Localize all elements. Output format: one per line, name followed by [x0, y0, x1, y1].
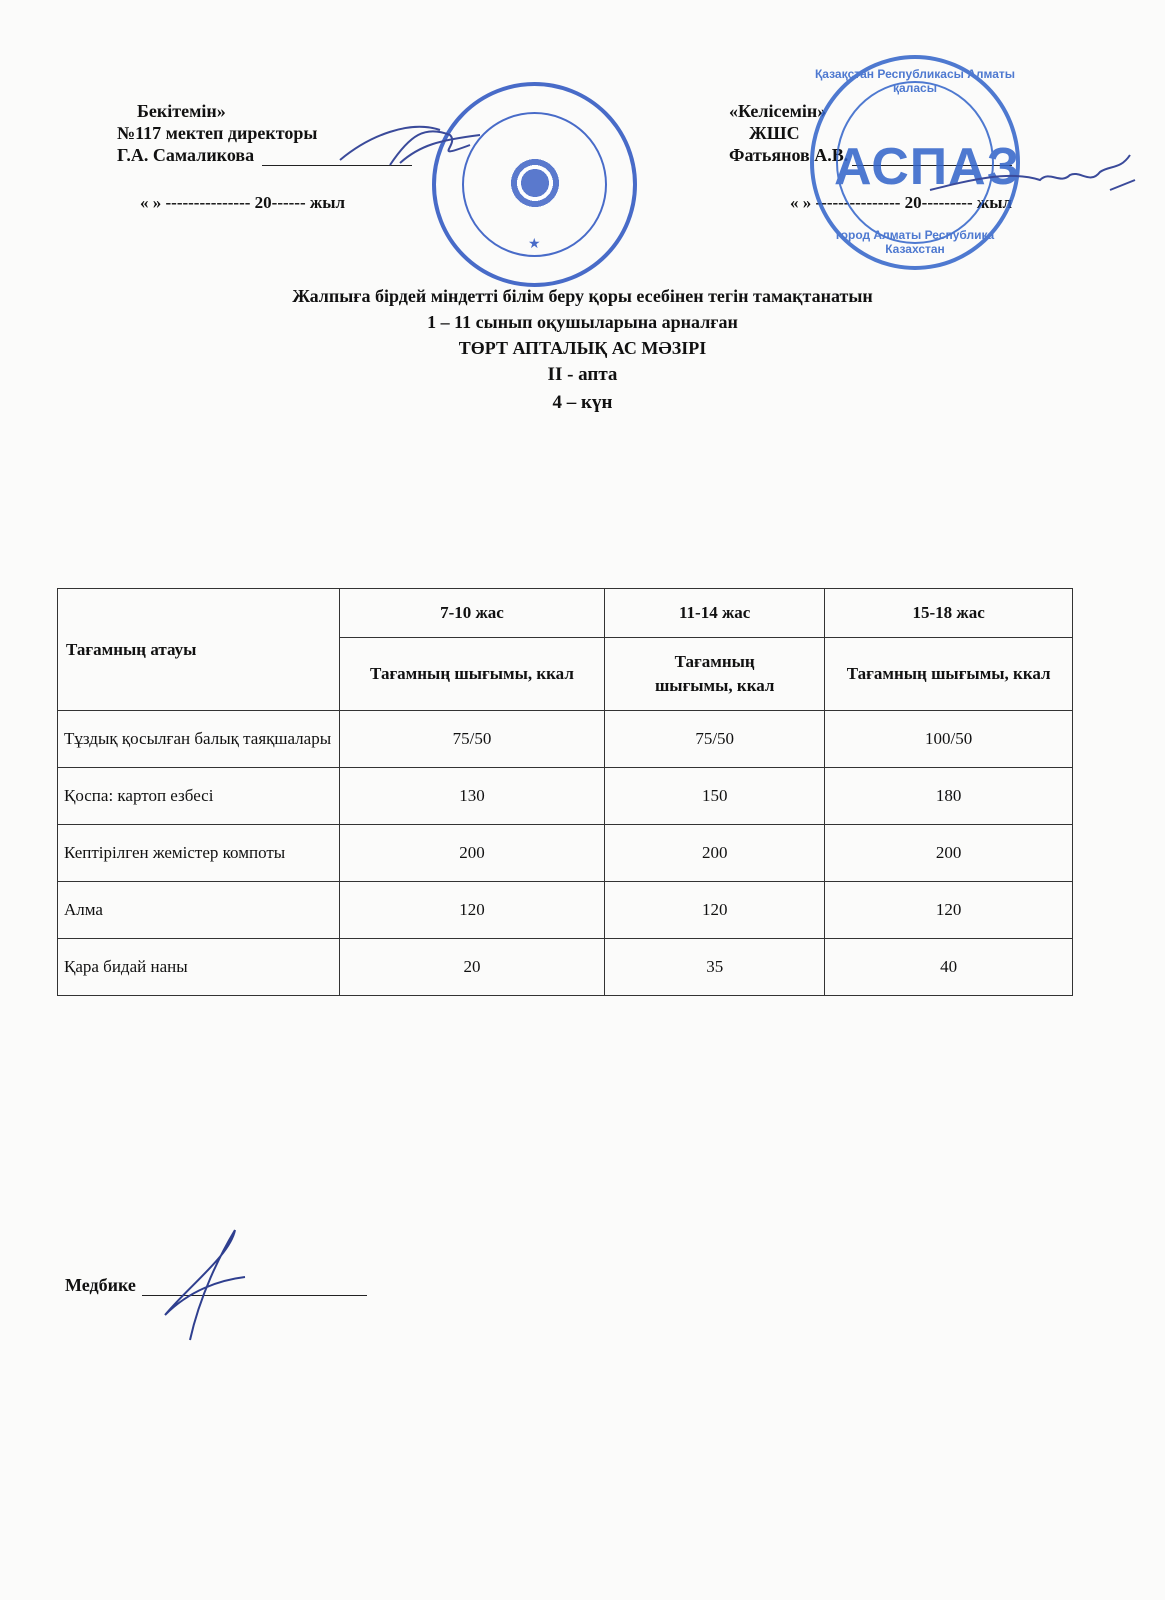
table-header-row [58, 589, 1073, 638]
yield-header: Тағамның шығымы, ккал [339, 638, 604, 711]
approval-position: №117 мектеп директоры [117, 123, 318, 143]
dish-value: 120 [605, 882, 825, 939]
table-row [58, 768, 1073, 825]
dish-name: Кептірілген жемістер компоты [58, 825, 340, 882]
day-label: 4 – күн [552, 392, 613, 413]
aspaz-stamp-bottom-text: город Алматы Республика Казахстан [835, 228, 995, 256]
dish-value: 130 [339, 768, 604, 825]
age-group-header: 15-18 жас [825, 589, 1073, 638]
dish-value: 120 [339, 882, 604, 939]
dish-value: 150 [605, 768, 825, 825]
menu-table [57, 588, 1073, 996]
table-row [58, 825, 1073, 882]
state-emblem-icon [496, 144, 574, 222]
dish-value: 100/50 [825, 711, 1073, 768]
approval-signer-name: Г.А. Самаликова [117, 145, 255, 165]
aspaz-stamp-top-text: Қазақстан Республикасы Алматы қаласы [814, 67, 1016, 95]
dish-name-header: Тағамның атауы [58, 589, 340, 711]
table-row [58, 939, 1073, 996]
dish-value: 120 [825, 882, 1073, 939]
document-title [0, 283, 1165, 417]
dish-name: Қара бидай наны [58, 939, 340, 996]
star-icon: ★ [528, 237, 541, 252]
dish-value: 200 [605, 825, 825, 882]
title-line-2: 1 – 11 сынып оқушыларына арналған [427, 312, 738, 332]
dish-value: 75/50 [605, 711, 825, 768]
dish-name: Тұздық қосылған балық таяқшалары [58, 711, 340, 768]
week-label: II - апта [547, 364, 618, 385]
table-row [58, 882, 1073, 939]
yield-header: Тағамның шығымы, ккал [605, 638, 825, 711]
dish-value: 200 [825, 825, 1073, 882]
dish-value: 35 [605, 939, 825, 996]
dish-value: 75/50 [339, 711, 604, 768]
agreement-signature [920, 150, 1140, 220]
age-group-header: 7-10 жас [339, 589, 604, 638]
director-signature [330, 115, 490, 185]
age-group-header: 11-14 жас [605, 589, 825, 638]
dish-name: Қоспа: картоп езбесі [58, 768, 340, 825]
aspaz-logo: АСПАЗ [834, 138, 1021, 196]
dish-name: Алма [58, 882, 340, 939]
title-line-1: Жалпыға бірдей міндетті білім беру қоры есебінен тегін тамақтанатын [292, 286, 873, 306]
table-row [58, 711, 1073, 768]
approval-date: « » --------------- 20------ жыл [140, 193, 346, 212]
nurse-signature [160, 1225, 250, 1345]
agreement-date: « » --------------- 20--------- жыл [790, 193, 1013, 212]
agreement-title: «Келісемін» [729, 101, 827, 121]
dish-value: 40 [825, 939, 1073, 996]
title-line-3: ТӨРТ АПТАЛЫҚ АС МӘЗІРІ [458, 338, 707, 358]
dish-value: 20 [339, 939, 604, 996]
agreement-signer-name: Фатьянов А.В. [729, 145, 849, 165]
dish-value: 180 [825, 768, 1073, 825]
nurse-label: Медбике [65, 1275, 136, 1295]
dish-value: 200 [339, 825, 604, 882]
agreement-org: ЖШС [749, 123, 800, 143]
yield-header: Тағамның шығымы, ккал [825, 638, 1073, 711]
approval-title: Бекітемін» [137, 101, 226, 121]
